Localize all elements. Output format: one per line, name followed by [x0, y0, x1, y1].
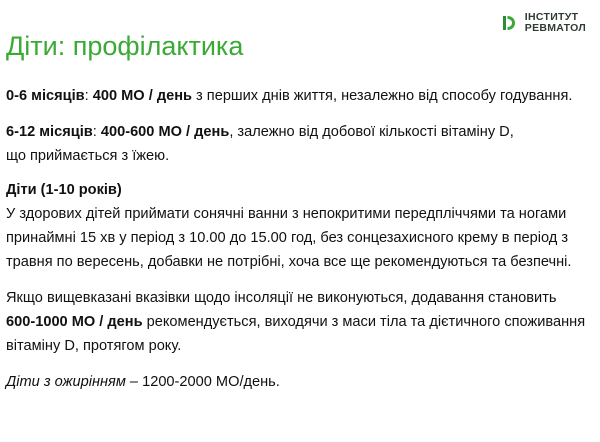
label-obese-children: Діти з ожирінням — [6, 374, 126, 390]
line-1-10-second: принаймні 15 хв у період з 10.00 до 15.00 год, без сонцезахисного крему в період з — [6, 230, 569, 246]
paragraph-6-12-months — [6, 120, 594, 168]
separator: : — [92, 124, 101, 140]
text-0-6-months: з перших днів життя, незалежно від способу годування. — [192, 88, 573, 104]
age-6-12-months: 6-12 місяців — [6, 124, 93, 140]
line-supp-second — [6, 310, 594, 334]
page-title: Діти: профілактика — [6, 31, 244, 61]
separator: : — [84, 88, 93, 104]
dose-6-12-months: 400-600 МО / день — [100, 124, 230, 140]
heading-1-10-years: Діти (1-10 років) — [6, 182, 122, 198]
paragraph-supplementation — [6, 286, 594, 358]
dose-obese-children: – 1200-2000 МО/день. — [125, 374, 280, 390]
institute-logo — [499, 12, 586, 34]
text-supp-second: рекомендується, виходячи з маси тіла та дієтичного споживання — [142, 314, 586, 330]
text-6-12-months: , залежно від добової кількості вітаміну D, — [229, 124, 514, 140]
paragraph-0-6-months — [6, 84, 594, 108]
paragraph-1-10-years — [6, 178, 594, 274]
line-1-10-third: травня по вересень, добавки не потрібні, хоча все ще рекомендуються та безпечні. — [6, 254, 572, 270]
age-0-6-months: 0-6 місяців — [6, 88, 85, 104]
slide-content — [6, 84, 594, 394]
line-6-12-first — [6, 120, 594, 144]
line-supp-first: Якщо вищевказані вказівки щодо інсоляції не виконуються, додавання становить — [6, 290, 557, 306]
line-1-10-first: У здорових дітей приймати сонячні ванни з непокритими передпліччями та ногами — [6, 206, 567, 222]
line-6-12-second: що приймається з їжею. — [6, 148, 170, 164]
dose-supplementation: 600-1000 МО / день — [6, 314, 143, 330]
logo-line-2: РЕВМАТОЛ — [524, 22, 586, 34]
line-supp-third: вітаміну D, протягом року. — [6, 338, 182, 354]
logo-line-1: ІНСТИТУТ — [524, 11, 579, 23]
dose-0-6-months: 400 МО / день — [92, 88, 192, 104]
leaf-logo-icon — [499, 13, 519, 33]
logo-text — [525, 12, 586, 34]
paragraph-obesity — [6, 370, 594, 394]
